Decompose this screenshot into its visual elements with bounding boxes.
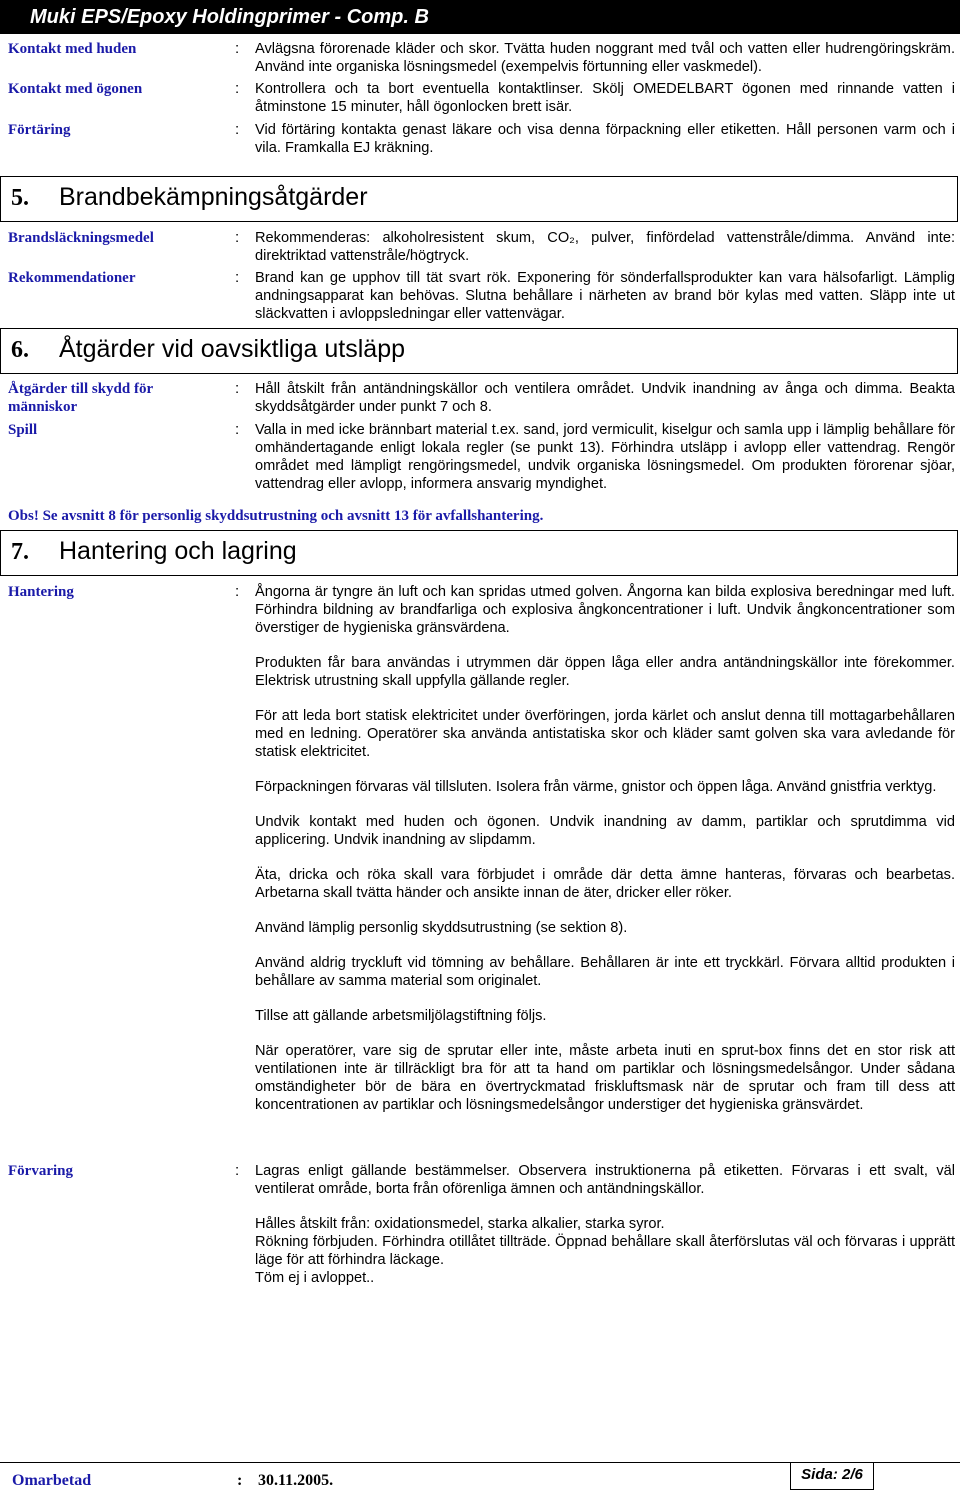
- row-label: Förtäring: [8, 122, 71, 138]
- row-label: Hantering: [8, 584, 74, 600]
- handling-paragraph: Undvik kontakt med huden och ögonen. Undvik inandning av damm, partiklar och sprutdimma vid applicering. Undvik inandning av slipdamm.: [255, 814, 955, 848]
- row-label: Brandsläckningsmedel: [8, 230, 154, 246]
- colon-separator: :: [235, 421, 240, 438]
- colon-separator: :: [235, 269, 240, 286]
- colon-separator: :: [235, 80, 240, 97]
- handling-paragraph: Förpackningen förvaras väl tillsluten. Isolera från värme, gnistor och öppen låga. Använd gnistfria verktyg.: [255, 779, 937, 795]
- handling-paragraph: Äta, dricka och röka skall vara förbjudet i område där detta ämne hanteras, förvaras och bearbetas. Arbetarna skall tvätta händer och ansikte innan de äter, dricker eller röker.: [255, 867, 955, 901]
- section-number: 7.: [11, 539, 29, 565]
- colon-separator: :: [235, 1162, 240, 1179]
- section-title: Brandbekämpningsåtgärder: [59, 183, 368, 211]
- row-text: Avlägsna förorenade kläder och skor. Tvätta huden noggrant med tvål och vatten eller hudrengöringskräm. Använd inte organiska lösningsmedel (exempelvis förtunning eller vaskmedel).: [255, 41, 955, 75]
- handling-paragraph: När operatörer, vare sig de sprutar eller inte, måste arbeta inuti en sprut-box finns det en stor risk att ventilationen inte är tillräckligt bra för att ta hand om partiklar och lösningsmedelsångor. Under sådana omständigheter bör de bära en övertryckmatad friskluftsmask när de sprutar och fram till dess att koncentrationen av partiklar och lösningsmedelsångor understiger det hygieniska gränsvärdet.: [255, 1043, 955, 1113]
- section-title: Hantering och lagring: [59, 537, 297, 565]
- handling-paragraph: Produkten får bara användas i utrymmen där öppen låga eller andra antändningskällor inte förekommer. Elektrisk utrustning skall uppfylla gällande regler.: [255, 655, 955, 689]
- header-title: Muki EPS/Epoxy Holdingprimer - Comp. B: [30, 6, 429, 28]
- section-number: 6.: [11, 337, 29, 363]
- row-text: Kontrollera och ta bort eventuella kontaktlinser. Skölj OMEDELBART ögonen med rinnande vatten i åtminstone 15 minuter, håll ögonlocken brett isär.: [255, 81, 955, 115]
- storage-line: Töm ej i avloppet..: [255, 1270, 375, 1286]
- handling-paragraph: Använd aldrig tryckluft vid tömning av behållare. Behållaren är inte ett tryckkärl. Förvara alltid produkten i behållare av samma material som originalet.: [255, 955, 955, 989]
- document-header: [0, 0, 960, 34]
- colon-separator: :: [235, 583, 240, 600]
- storage-paragraph: Lagras enligt gällande bestämmelser. Observera instruktionerna på etiketten. Förvaras i ett svalt, väl ventilerat område, borta från oförenliga ämnen och antändningskällor.: [255, 1163, 955, 1197]
- storage-line: Rökning förbjuden. Förhindra otillåtet tillträde. Öppnad behållare skall återförslutas väl och förvaras i upprätt läge för att förhindra läckage.: [255, 1234, 955, 1268]
- row-label: Förvaring: [8, 1163, 73, 1179]
- handling-paragraph: Tillse att gällande arbetsmiljölagstiftning följs.: [255, 1008, 547, 1024]
- colon-separator: :: [235, 229, 240, 246]
- row-text: Valla in med icke brännbart material t.ex. sand, jord vermiculit, kiselgur och samla upp i lämplig behållare för omhändertagande enligt lokala regler (se punkt 13). Förhindra utsläpp i avlopp eller vattendrag. Rengör området med lämpligt rengöringsmedel, undvik organiska lösningsmedel. Om produkten förorenar sjöar, vattendrag eller avlopp, informera ansvarig myndighet.: [255, 422, 955, 492]
- storage-line: Hålles åtskilt från: oxidationsmedel, starka alkalier, starka syror.: [255, 1216, 665, 1232]
- handling-paragraph: För att leda bort statisk elektricitet under överföringen, jorda kärlet och anslut denna till mottagarbehållaren med en ledning. Operatörer ska använda antistatiska skor och kläder samt golven ska vara avledande för statisk elektricitet.: [255, 708, 955, 760]
- handling-paragraph: Ångorna är tyngre än luft och kan spridas utmed golven. Ångorna kan bilda explosiva beredningar med luft. Förhindra bildning av brandfarliga och explosiva ångkoncentrationer i luft. Undvik ångkoncentrationer som överstiger de hygieniska gränsvärdena.: [255, 584, 955, 636]
- revised-label: Omarbetad: [12, 1472, 92, 1489]
- colon-separator: :: [235, 380, 240, 397]
- section-5-heading: [0, 176, 958, 222]
- storage-text: [255, 1162, 955, 1287]
- colon-separator: :: [235, 40, 240, 57]
- page-number: Sida: 2/6: [790, 1462, 874, 1490]
- row-text: Rekommenderas: alkoholresistent skum, CO₂, pulver, finfördelad vattenstråle/dimma. Använd inte: direktriktad vattenstråle/högtryck.: [255, 230, 955, 264]
- row-text: Håll åtskilt från antändningskällor och ventilera området. Undvik inandning av ånga och dimma. Beakta skyddsåtgärder under punkt 7 och 8.: [255, 381, 955, 415]
- row-label: Kontakt med ögonen: [8, 81, 143, 97]
- row-label: Rekommendationer: [8, 270, 136, 286]
- handling-paragraph: Använd lämplig personlig skyddsutrustning (se sektion 8).: [255, 920, 628, 936]
- row-label: Kontakt med huden: [8, 41, 137, 57]
- revised-date: 30.11.2005.: [258, 1472, 334, 1489]
- section-6-heading: [0, 328, 958, 374]
- row-text: Brand kan ge upphov till tät svart rök. Exponering för sönderfallsprodukter kan vara hälsofarligt. Lämplig andningsapparat kan behövas. Slutna behållare i närheten av brand bör kylas med vatten. Släpp inte ut släckvatten i avloppsledningar eller vattenvägar.: [255, 270, 955, 322]
- section-title: Åtgärder vid oavsiktliga utsläpp: [59, 335, 406, 363]
- section-number: 5.: [11, 185, 29, 211]
- row-label: Spill: [8, 422, 38, 438]
- row-label: Åtgärder till skydd för människor: [8, 381, 153, 415]
- colon-separator: :: [235, 121, 240, 138]
- section-7-heading: [0, 530, 958, 576]
- obs-note: Obs! Se avsnitt 8 för personlig skyddsutrustning och avsnitt 13 för avfallshantering.: [8, 508, 544, 524]
- handling-text: [255, 583, 955, 1114]
- row-text: Vid förtäring kontakta genast läkare och visa denna förpackning eller etiketten. Håll personen varm och i vila. Framkalla EJ kräkning.: [255, 122, 955, 156]
- colon-separator: :: [237, 1472, 243, 1489]
